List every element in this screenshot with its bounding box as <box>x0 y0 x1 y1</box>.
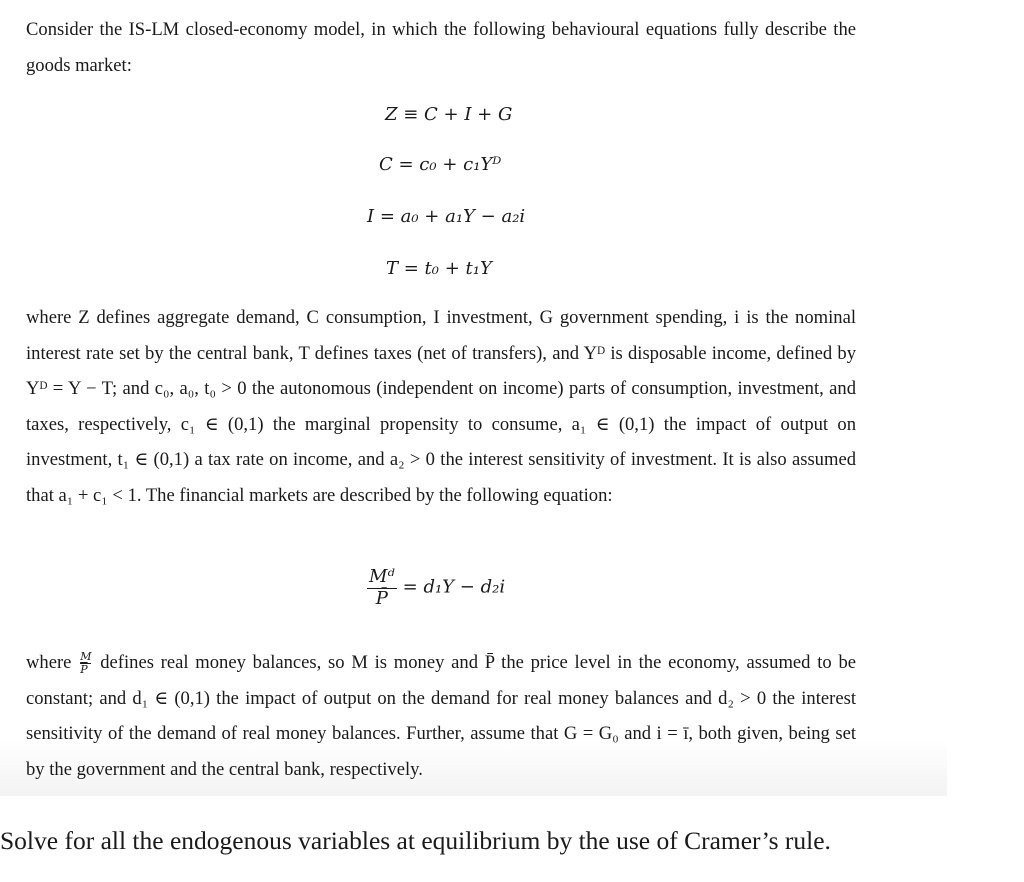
money-text-lead: where <box>26 652 72 673</box>
money-definitions-paragraph <box>26 645 856 787</box>
money-demand-numerator: Mᵈ <box>369 566 395 587</box>
money-demand-denominator: P̄ <box>375 588 388 609</box>
money-text-rest: defines real money balances, so M is money and P̄ the price level in the economy, assumed to be constant; and d₁ ∈ (0,1) the impact of output on the demand for real money balances and d₂ > 0 the interest sensitivity of the demand of real money balances. Further, assume that G = G₀ and i = ī, both given, being set by the government and the central bank, respectively. <box>26 652 856 780</box>
consumption-equation: C = c₀ + c₁Yᴰ <box>379 154 502 175</box>
question-text: Solve for all the endogenous variables at equilibrium by the use of Cramer’s rule. <box>0 826 831 855</box>
real-balances-fraction <box>80 651 91 676</box>
aggregate-demand-equation: Z ≡ C + I + G <box>385 104 513 125</box>
intro-paragraph: Consider the IS-LM closed-economy model, in which the following behavioural equations fully describe the goods market: <box>26 19 856 76</box>
money-demand-fraction <box>367 566 397 609</box>
tax-equation: T = t₀ + t₁Y <box>386 258 492 279</box>
real-balances-numerator: M <box>80 650 92 664</box>
real-balances-denominator: P <box>80 663 88 677</box>
investment-equation: I = a₀ + a₁Y − a₂i <box>367 206 526 227</box>
money-demand-rhs: = d₁Y − d₂i <box>402 576 506 598</box>
money-demand-equation <box>367 566 505 609</box>
definitions-paragraph: where Z defines aggregate demand, C consumption, I investment, G government spending, i is the nominal interest rate set by the central bank, T defines taxes (net of transfers), and Yᴰ is disposable income, defined by Yᴰ = Y − T; and c₀, a₀, t₀ > 0 the autonomous (independent on income) parts of consumption, investment, and taxes, respectively, c₁ ∈ (0,1) the marginal propensity to consume, a₁ ∈ (0,1) the impact of output on investment, t₁ ∈ (0,1) a tax rate on income, and a₂ > 0 the interest sensitivity of investment. It is also assumed that a₁ + c₁ < 1. The financial markets are described by the following equation: <box>26 307 856 506</box>
